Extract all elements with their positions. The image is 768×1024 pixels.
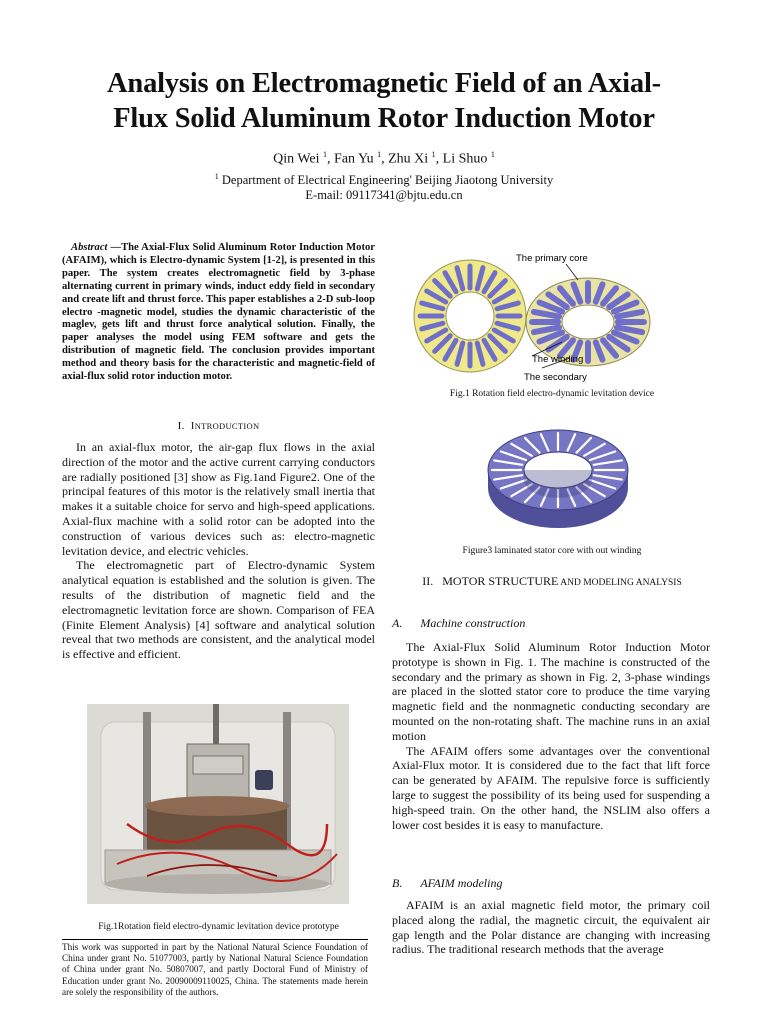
subsection-heading-b: B. AFAIM modeling xyxy=(392,876,503,890)
author-name: Zhu Xi xyxy=(388,151,429,167)
paragraph: In an axial-flux motor, the air-gap flux flows in the axial direction of the motor and the active current carrying conductors are radially positioned [3] show as Fig.1and Figure2. One of the principal features of this motor is the relatively small inertia that makes it a suitable choice for servo and high-speed applications. Axial-flux machine with a solid rotor can be adopted into the construction of various devices such as: electro-magnetic levitation device, and electric vehicles. xyxy=(62,440,375,558)
leader-line xyxy=(566,264,578,280)
machine-construction-body xyxy=(392,640,710,832)
figure-1-drawing xyxy=(412,244,652,384)
figure-3 xyxy=(478,418,638,534)
label-secondary: The secondary xyxy=(524,372,587,383)
affiliation: Department of Electrical Engineering' Beijing Jiaotong University xyxy=(221,173,554,188)
label-winding: The winding xyxy=(532,354,584,365)
abstract-text: —The Axial-Flux Solid Aluminum Rotor Induction Motor (AFAIM), which is Electro-dynamic System [1-2], is presented in this paper. The system creates electromagnetic field by 3-phase alternating current in primary winds, induct eddy field in secondary and create lift and thrust force. This paper establishes a 2-D sub-loop electro -magnetic model, studies the dynamic characteristic of the maglev, gets lift and thrust force analytical solution. Finally, the paper analyses the model using FEM software and gets the distribution of magnetic field. The conclusion provides important method and theory basis for the characteristic and magnetic-field of axial-flux solid rotor induction motor. xyxy=(62,242,375,383)
abstract xyxy=(62,242,375,384)
label-primary-core: The primary core xyxy=(516,253,588,264)
section-heading-motor-structure: II. MOTOR STRUCTURE AND MODELING ANALYSIS xyxy=(422,574,682,588)
prototype-photo-drawing xyxy=(87,704,349,904)
affiliation-block: $^1$ Department of Electrical Engineering' Beijing Jiaotong University E-mail: 09117341@bjtu.edu.cn xyxy=(0,169,768,203)
footnote-divider xyxy=(62,939,368,940)
author-list: Qin Wei $^1$, Fan Yu $^1$, Zhu Xi $^1$, Li Shuo $^1$ xyxy=(273,150,495,167)
author-name: Li Shuo xyxy=(442,151,488,167)
abstract-lead: Abstract xyxy=(71,242,108,253)
figure-1-caption: Fig.1 Rotation field electro-dynamic levitation device xyxy=(449,389,655,399)
paragraph: The Axial-Flux Solid Aluminum Rotor Induction Motor prototype is shown in Fig. 1. The machine is constructed of the secondary and the primary as shown in Fig. 2, 3-phase windings are placed in the slotted stator core to produce the time varying magnetic field and the nonmagnetic conducting secondary are mounted on the non-rotating shaft. The machine runs in an axial motion xyxy=(392,640,710,743)
paper-title xyxy=(40,66,728,136)
figure-3-drawing xyxy=(478,418,638,534)
section-heading-introduction: I. INTRODUCTION xyxy=(177,420,260,432)
prototype-photo xyxy=(87,704,349,904)
figure-3-caption: Figure3 laminated stator core with out winding xyxy=(462,546,642,556)
paragraph: The electromagnetic part of Electro-dynamic System analytical equation is established and the solution is given. The results of the distribution of magnetic field and the electromagnetic levitation force are shown. Comparison of FEA (Finite Element Analysis) [4] software and analytical solution reveal that two methods are consistent, and the analytical model is effective and efficient. xyxy=(62,558,375,662)
figure-1 xyxy=(412,244,652,384)
paragraph: The AFAIM offers some advantages over the conventional Axial-Flux motor. It is considered due to the fact that lift force can be generated by AFAIM. The repulsive force is sufficiently large to suggest the possibility of its being used for suspending a high-speed train. On the other hand, the NSLIM also offers a lower cost besides it is easy to manufacture. xyxy=(392,743,710,832)
introduction-body xyxy=(62,440,375,662)
author-name: Qin Wei xyxy=(273,151,320,167)
figure-caption: Fig.1Rotation field electro-dynamic levitation device prototype xyxy=(98,922,339,932)
afaim-modeling-body xyxy=(392,898,710,957)
footnote: This work was supported in part by the National Natural Science Foundation of China under grant No. 51077003, partly by National Natural Science Foundation of China under grant No. 50807007, and partly Doctoral Fund of Ministry of Education under grant No. 20090009110025, China. The statements made herein are solely the responsibility of the authors. xyxy=(62,942,368,997)
subsection-heading-a: A. Machine construction xyxy=(392,616,526,630)
author-name: Fan Yu xyxy=(334,151,374,167)
email: E-mail: 09117341@bjtu.edu.cn xyxy=(305,188,463,203)
paragraph: AFAIM is an axial magnetic field motor, the primary coil placed along the radial, the magnetic circuit, the equivalent air gap length and the Polar distance are changing with increasing radius. The traditional research methods that the average xyxy=(392,898,710,957)
title-line-2: Flux Solid Aluminum Rotor Induction Motor xyxy=(113,103,655,134)
title-line-1: Analysis on Electromagnetic Field of an Axial- xyxy=(107,68,661,99)
